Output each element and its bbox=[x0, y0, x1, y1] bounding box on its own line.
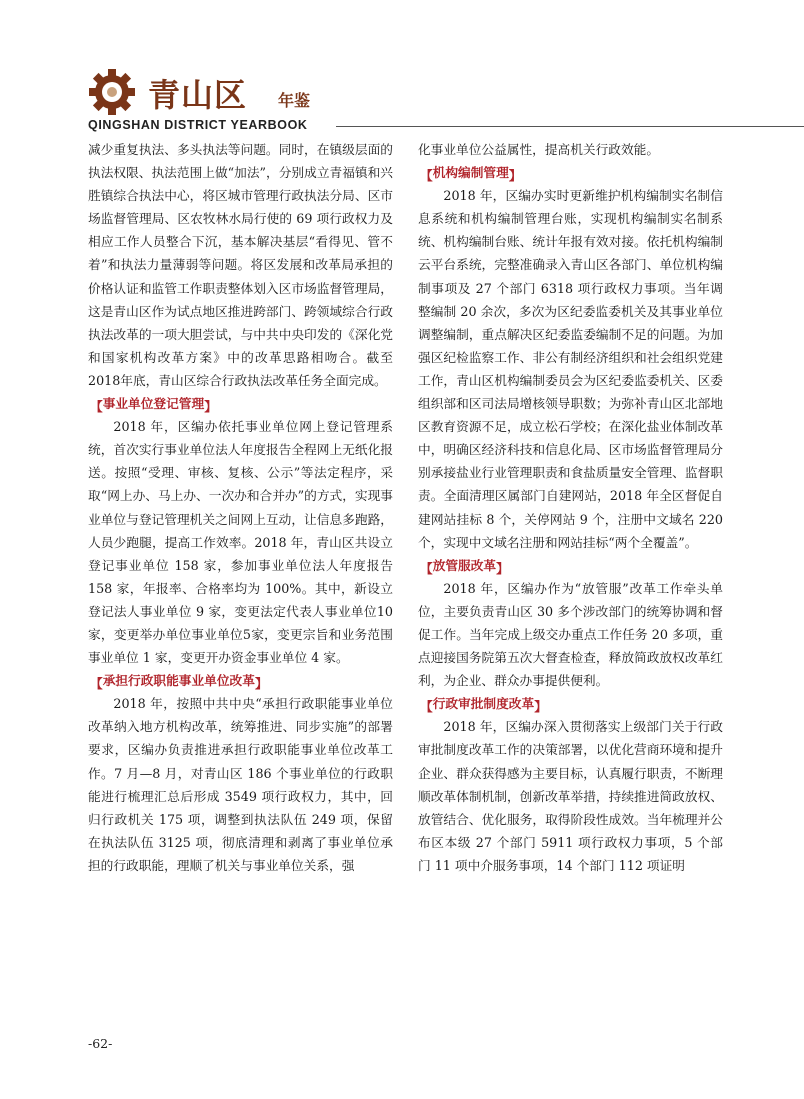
bracket-open-icon: 【 bbox=[90, 399, 103, 415]
section-heading bbox=[418, 554, 723, 577]
section-heading bbox=[88, 669, 393, 692]
right-column bbox=[418, 138, 723, 877]
bracket-close-icon: 】 bbox=[204, 399, 217, 415]
paragraph: 2018 年，区编办依托事业单位网上登记管理系统，首次实行事业单位法人年度报告全程网上无纸化报送。按照“受理、审核、复核、公示”等法定程序，采取“网上办、马上办、一次办和合并办”的方式，实现事业单位与登记管理机关之间网上互动，让信息多跑路，人员少跑腿，提高工作效率。2018 年，青山区共设立登记事业单位 158 家，参加事业单位法人年度报告 158 家，年报率、合格率均为 100%。其中，新设立登记法人事业单位 9 家，变更法定代表人事业单位10家，变更举办单位事业单位5家，变更宗旨和业务范围事业单位 1 家，变更开办资金事业单位 4 家。 bbox=[88, 419, 393, 666]
paragraph: 2018 年，区编办实时更新维护机构编制实名制信息系统和机构编制管理台账，实现机构编制实名制系统、机构编制台账、统计年报有效对接。依托机构编制云平台系统，完整准确录入青山区各部门、单位机构编制事项及 27 个部门 6318 项行政权力事项。当年调整编制 20 余次，多次为区纪委监委机关及其事业单位调整编制，重点解决区纪委监委编制不足的问题。为加强区纪检监察工作、非公有制经济组织和社会组织党建工作，青山区机构编制委员会为区纪委监委机关、区委组织部和区司法局增核领导职数；为弥补青山区北部地区教育资源不足，成立松石学校；在深化盐业体制改革中，明确区经济科技和信息化局、区市场监督管理局分别承接盐业行业管理职责和食盐质量安全管理、监督职责。全面清理区属部门自建网站，2018 年全区督促自建网站挂标 8 个，关停网站 9 个，注册中文域名 220 个，实现中文域名注册和网站挂标“两个全覆盖”。 bbox=[418, 188, 723, 550]
bracket-open-icon: 【 bbox=[420, 699, 433, 715]
gear-logo-icon bbox=[88, 68, 136, 116]
paragraph: 减少重复执法、多头执法等问题。同时，在镇级层面的执法权限、执法范围上做“加法”，分别成立青福镇和兴胜镇综合执法中心，将区城市管理行政执法分局、区市场监督管理局、区农牧林水局行使的 69 项行政权力及相应工作人员整合下沉，基本解决基层“看得见、管不着”和执法力量薄弱等问题。将区发展和改革局承担的价格认证和监管工作职责整体划入区市场监督管理局，这是青山区作为试点地区推进跨部门、跨领域综合行政执法改革的一项大胆尝试，与中共中央印发的《深化党和国家机构改革方案》中的改革思路相吻合。截至2018年底，青山区综合行政执法改革任务全面完成。 bbox=[88, 142, 393, 388]
bracket-close-icon: 】 bbox=[534, 699, 547, 715]
page-header bbox=[88, 60, 728, 132]
left-column bbox=[88, 138, 393, 877]
section-heading bbox=[418, 161, 723, 184]
paragraph: 2018 年，按照中共中央“承担行政职能事业单位改革纳入地方机构改革，统筹推进、同步实施”的部署要求，区编办负责推进承担行政职能事业单位改革工作。7 月—8 月，对青山区 186 个事业单位的行政职能进行梳理汇总后形成 3549 项行政权力，其中，回归行政机关 175 项，调整到执法队伍 249 项，保留在执法队伍 3125 项，彻底清理和剥离了事业单位承担的行政职能，理顺了机关与事业单位关系，强 bbox=[88, 696, 393, 873]
bracket-open-icon: 【 bbox=[420, 168, 433, 184]
section-heading bbox=[418, 692, 723, 715]
section-heading bbox=[88, 392, 393, 415]
bracket-close-icon: 】 bbox=[254, 676, 268, 692]
bracket-open-icon: 【 bbox=[420, 560, 433, 576]
yearbook-title-en: QINGSHAN DISTRICT YEARBOOK bbox=[88, 118, 308, 132]
section-title: 事业单位登记管理 bbox=[102, 396, 205, 412]
bracket-open-icon: 【 bbox=[90, 676, 103, 692]
header-divider bbox=[336, 126, 804, 127]
yearbook-title-cn: 青山区 bbox=[148, 76, 248, 114]
bracket-close-icon: 】 bbox=[496, 560, 509, 576]
paragraph: 2018 年，区编办深入贯彻落实上级部门关于行政审批制度改革工作的决策部署，以优化营商环境和提升企业、群众获得感为主要目标，认真履行职责，不断理顺改革体制机制，创新改革举措，持续推进简政放权、放管结合、优化服务，取得阶段性成效。当年梳理并公布区本级 27 个部门 5911 项行政权力事项，5 个部门 11 项中介服务事项，14 个部门 112 项证明 bbox=[418, 719, 723, 873]
paragraph: 2018 年，区编办作为“放管服”改革工作牵头单位，主要负责青山区 30 多个涉改部门的统筹协调和督促工作。当年完成上级交办重点工作任务 20 多项，重点迎接国务院第五次大督查检查，释放简政放权改革红利，为企业、群众办事提供便利。 bbox=[418, 580, 723, 689]
page-number: -62- bbox=[88, 1036, 113, 1051]
section-title: 承担行政职能事业单位改革 bbox=[102, 673, 255, 689]
section-title: 机构编制管理 bbox=[432, 165, 509, 181]
yearbook-subtitle-cn: 年鉴 bbox=[278, 91, 311, 110]
section-title: 行政审批制度改革 bbox=[432, 696, 535, 712]
section-title: 放管服改革 bbox=[432, 557, 497, 573]
paragraph: 化事业单位公益属性，提高机关行政效能。 bbox=[418, 142, 660, 157]
bracket-close-icon: 】 bbox=[508, 168, 522, 184]
